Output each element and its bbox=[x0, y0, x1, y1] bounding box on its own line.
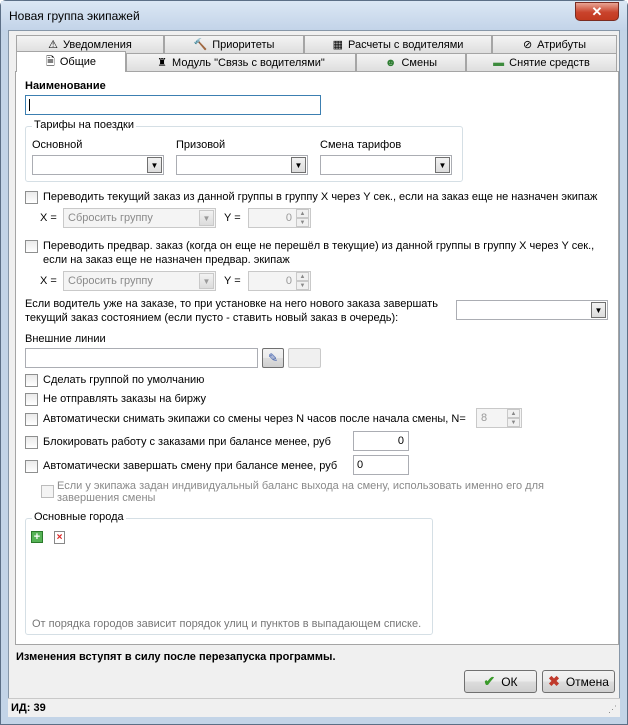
y-label: Y = bbox=[224, 275, 241, 287]
tariff-change-label: Смена тарифов bbox=[320, 139, 402, 151]
warning-icon: ⚠ bbox=[48, 39, 59, 51]
cancel-label: Отмена bbox=[565, 674, 609, 689]
tab-label: Расчеты с водителями bbox=[347, 38, 464, 51]
block-balance-checkbox[interactable] bbox=[25, 436, 38, 449]
auto-remove-checkbox[interactable] bbox=[25, 413, 38, 426]
auto-finish-checkbox[interactable] bbox=[25, 460, 38, 473]
calculator-icon: ▦ bbox=[332, 39, 343, 51]
title-bar bbox=[1, 1, 627, 31]
no-exchange-label: Не отправлять заказы на биржу bbox=[43, 393, 207, 405]
tab-general[interactable] bbox=[16, 51, 126, 72]
no-smoking-icon: ⊘ bbox=[522, 39, 533, 51]
transfer-pre-checkbox[interactable] bbox=[25, 240, 38, 253]
spin-down-icon[interactable]: ▼ bbox=[507, 418, 520, 427]
busy-driver-label-2: текущий заказ состоянием (если пусто - ставить новый заказ в очередь): bbox=[25, 312, 399, 324]
delete-city-icon[interactable]: × bbox=[54, 531, 65, 544]
clear-lines-button[interactable] bbox=[288, 348, 321, 368]
chevron-down-icon: ▼ bbox=[591, 302, 606, 318]
chevron-down-icon: ▼ bbox=[291, 157, 306, 173]
x-label: X = bbox=[40, 275, 57, 287]
transfer-current-group-select[interactable] bbox=[63, 208, 216, 228]
tariffs-group-label: Тарифы на поездки bbox=[34, 119, 134, 131]
cancel-button[interactable] bbox=[542, 670, 615, 693]
checkmark-icon: ✔ bbox=[483, 673, 496, 689]
cancel-x-icon: ✖ bbox=[548, 673, 560, 689]
status-id: ИД: 39 bbox=[11, 702, 46, 714]
tab-label: Уведомления bbox=[63, 38, 132, 51]
settings-doc-icon: 🗎 bbox=[45, 55, 55, 68]
cities-group-label: Основные города bbox=[34, 511, 124, 523]
close-button[interactable]: ✕ bbox=[575, 2, 619, 21]
ok-button[interactable] bbox=[464, 670, 537, 693]
chevron-down-icon: ▼ bbox=[199, 273, 214, 289]
tab-label: Смены bbox=[401, 56, 438, 69]
tab-attributes[interactable] bbox=[492, 35, 617, 53]
name-input[interactable] bbox=[25, 95, 321, 115]
individual-balance-checkbox[interactable] bbox=[41, 485, 54, 498]
tariff-main-label: Основной bbox=[32, 139, 83, 151]
spin-up-icon[interactable]: ▲ bbox=[296, 209, 309, 218]
external-lines-input[interactable] bbox=[25, 348, 258, 368]
people-icon: ☻ bbox=[384, 56, 397, 69]
spin-value: 0 bbox=[285, 212, 292, 224]
restart-notice: Изменения вступят в силу после перезапуска программы. bbox=[16, 651, 336, 663]
tab-label: Модуль "Связь с водителями" bbox=[172, 56, 325, 69]
tab-priorities[interactable] bbox=[164, 35, 304, 53]
edit-lines-button[interactable] bbox=[262, 348, 284, 368]
tab-label: Снятие средств bbox=[509, 56, 590, 69]
money-icon: ▬ bbox=[493, 56, 505, 69]
spin-up-icon[interactable]: ▲ bbox=[296, 272, 309, 281]
tab-label: Приоритеты bbox=[212, 38, 275, 51]
x-label: X = bbox=[40, 212, 57, 224]
tariff-prize-label: Призовой bbox=[176, 139, 226, 151]
spin-value: 8 bbox=[481, 412, 488, 424]
tab-withdrawal[interactable] bbox=[466, 53, 617, 71]
select-value: Сбросить группу bbox=[68, 275, 153, 287]
driver-icon: ♜ bbox=[157, 57, 168, 69]
spin-value: 0 bbox=[285, 275, 292, 287]
default-group-label: Сделать группой по умолчанию bbox=[43, 374, 205, 386]
block-balance-label: Блокировать работу с заказами при балансе менее, руб bbox=[43, 436, 331, 448]
input-value: 0 bbox=[397, 435, 404, 447]
transfer-pre-group-select[interactable] bbox=[63, 271, 216, 291]
busy-driver-state-select[interactable] bbox=[456, 300, 608, 320]
tariff-prize-select[interactable] bbox=[176, 155, 308, 175]
no-exchange-checkbox[interactable] bbox=[25, 393, 38, 406]
tab-label: Общие bbox=[59, 56, 97, 68]
auto-finish-input[interactable] bbox=[353, 455, 409, 475]
magic-wand-icon: ✎ bbox=[267, 351, 279, 365]
ok-label: ОК bbox=[501, 674, 518, 689]
busy-driver-label-1: Если водитель уже на заказе, то при установке на него нового заказа завершать bbox=[25, 298, 438, 310]
y-label: Y = bbox=[224, 212, 241, 224]
spin-up-icon[interactable]: ▲ bbox=[507, 409, 520, 418]
auto-finish-label: Автоматически завершать смену при балансе менее, руб bbox=[43, 460, 338, 472]
add-city-icon[interactable]: + bbox=[31, 531, 43, 543]
cities-hint: От порядка городов зависит порядок улиц и пунктов в выпадающем списке. bbox=[32, 618, 422, 630]
chevron-down-icon: ▼ bbox=[199, 210, 214, 226]
transfer-pre-label-2: если на заказ еще не назначен предвар. экипаж bbox=[43, 254, 290, 266]
spin-down-icon[interactable]: ▼ bbox=[296, 218, 309, 227]
individual-balance-label-1: Если у экипажа задан индивидуальный баланс выхода на смену, использовать именно его для bbox=[57, 480, 544, 492]
select-value: Сбросить группу bbox=[68, 212, 153, 224]
transfer-current-label: Переводить текущий заказ из данной группы в группу X через Y сек., если на заказ еще не назначен экипаж bbox=[43, 191, 598, 203]
transfer-current-checkbox[interactable] bbox=[25, 191, 38, 204]
tab-driver-module[interactable] bbox=[126, 53, 356, 71]
auto-remove-label: Автоматически снимать экипажи со смены через N часов после начала смены, N= bbox=[43, 413, 466, 425]
tab-label: Атрибуты bbox=[537, 38, 587, 51]
text-caret bbox=[29, 99, 30, 111]
transfer-current-seconds[interactable] bbox=[248, 208, 311, 228]
resize-grip-icon[interactable]: ⋰ bbox=[608, 704, 617, 714]
tariff-main-select[interactable] bbox=[32, 155, 164, 175]
block-balance-input[interactable] bbox=[353, 431, 409, 451]
auto-remove-hours[interactable] bbox=[476, 408, 522, 428]
hammer-icon: 🔨 bbox=[193, 39, 208, 51]
spin-down-icon[interactable]: ▼ bbox=[296, 281, 309, 290]
tab-shifts[interactable] bbox=[356, 53, 466, 71]
tab-driver-payments[interactable] bbox=[304, 35, 492, 53]
transfer-pre-label-1: Переводить предвар. заказ (когда он еще не перешёл в текущие) из данной группы в группу X через Y сек., bbox=[43, 240, 595, 252]
chevron-down-icon: ▼ bbox=[147, 157, 162, 173]
transfer-pre-seconds[interactable] bbox=[248, 271, 311, 291]
chevron-down-icon: ▼ bbox=[435, 157, 450, 173]
input-value: 0 bbox=[357, 459, 364, 471]
tariff-change-select[interactable] bbox=[320, 155, 452, 175]
external-lines-label: Внешние линии bbox=[25, 333, 106, 345]
default-group-checkbox[interactable] bbox=[25, 374, 38, 387]
status-bar bbox=[8, 698, 620, 717]
name-label: Наименование bbox=[25, 80, 106, 92]
window-title: Новая группа экипажей bbox=[9, 9, 140, 23]
individual-balance-label-2: завершения смены bbox=[57, 492, 156, 504]
